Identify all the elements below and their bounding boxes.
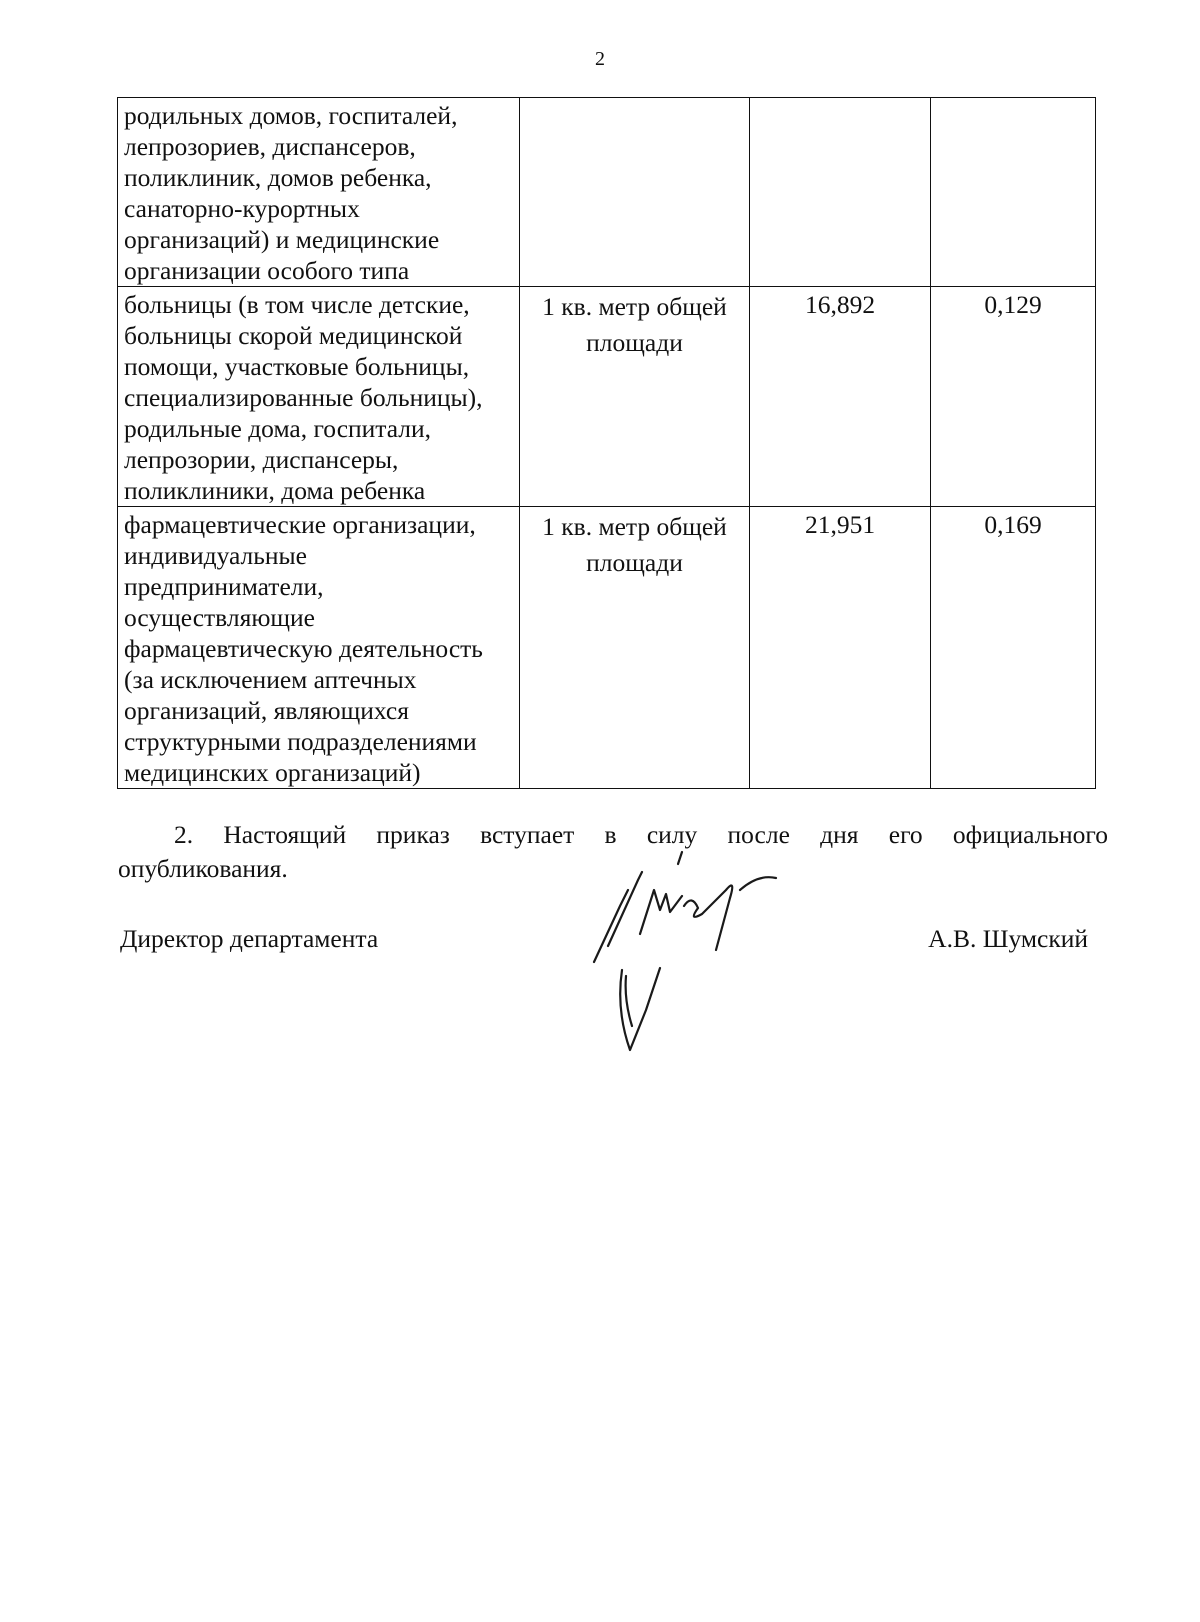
unit-cell xyxy=(520,507,750,789)
category-line: лепрозориев, диспансеров, xyxy=(124,132,416,161)
paragraph-line: 2. Настоящий приказ вступает в силу после дня его официального xyxy=(174,820,1108,849)
category-line: родильных домов, госпиталей, xyxy=(124,101,458,130)
tariff-table xyxy=(117,97,1096,789)
value-cell xyxy=(750,98,931,287)
category-line: фармацевтическую деятельность xyxy=(124,634,483,663)
value-cell: 16,892 xyxy=(750,287,931,507)
category-line: помощи, участковые больницы, xyxy=(124,352,470,381)
value-cell: 21,951 xyxy=(750,507,931,789)
signer-position: Директор департамента xyxy=(120,924,379,953)
table-row xyxy=(118,507,1096,789)
table-row xyxy=(118,287,1096,507)
unit-line: 1 кв. метр общей xyxy=(542,292,727,321)
category-line: предприниматели, xyxy=(124,572,324,601)
category-cell xyxy=(118,98,520,287)
unit-cell xyxy=(520,287,750,507)
coefficient-cell: 0,129 xyxy=(931,287,1096,507)
table-row xyxy=(118,98,1096,287)
unit-line: площади xyxy=(586,328,683,357)
signer-name: А.В. Шумский xyxy=(928,924,1088,953)
unit-cell xyxy=(520,98,750,287)
coefficient-cell: 0,169 xyxy=(931,507,1096,789)
category-line: медицинских организаций) xyxy=(124,758,421,787)
category-line: организации особого типа xyxy=(124,256,410,285)
unit-line: площади xyxy=(586,548,683,577)
coefficient-cell xyxy=(931,98,1096,287)
category-line: больницы скорой медицинской xyxy=(124,321,463,350)
handwritten-signature xyxy=(580,850,800,1070)
page-number: 2 xyxy=(595,48,605,70)
category-line: санаторно-курортных xyxy=(124,194,360,223)
category-line: структурными подразделениями xyxy=(124,727,477,756)
category-line: организаций, являющихся xyxy=(124,696,409,725)
category-cell xyxy=(118,507,520,789)
category-line: родильные дома, госпитали, xyxy=(124,414,432,443)
paragraph-line: опубликования. xyxy=(118,854,288,883)
category-line: больницы (в том числе детские, xyxy=(124,290,470,319)
category-line: поликлиник, домов ребенка, xyxy=(124,163,432,192)
category-line: поликлиники, дома ребенка xyxy=(124,476,426,505)
category-line: (за исключением аптечных xyxy=(124,665,417,694)
category-line: осуществляющие xyxy=(124,603,315,632)
category-line: организаций) и медицинские xyxy=(124,225,440,254)
category-line: фармацевтические организации, xyxy=(124,510,476,539)
category-line: лепрозории, диспансеры, xyxy=(124,445,399,474)
category-line: индивидуальные xyxy=(124,541,307,570)
category-cell xyxy=(118,287,520,507)
unit-line: 1 кв. метр общей xyxy=(542,512,727,541)
category-line: специализированные больницы), xyxy=(124,383,483,412)
